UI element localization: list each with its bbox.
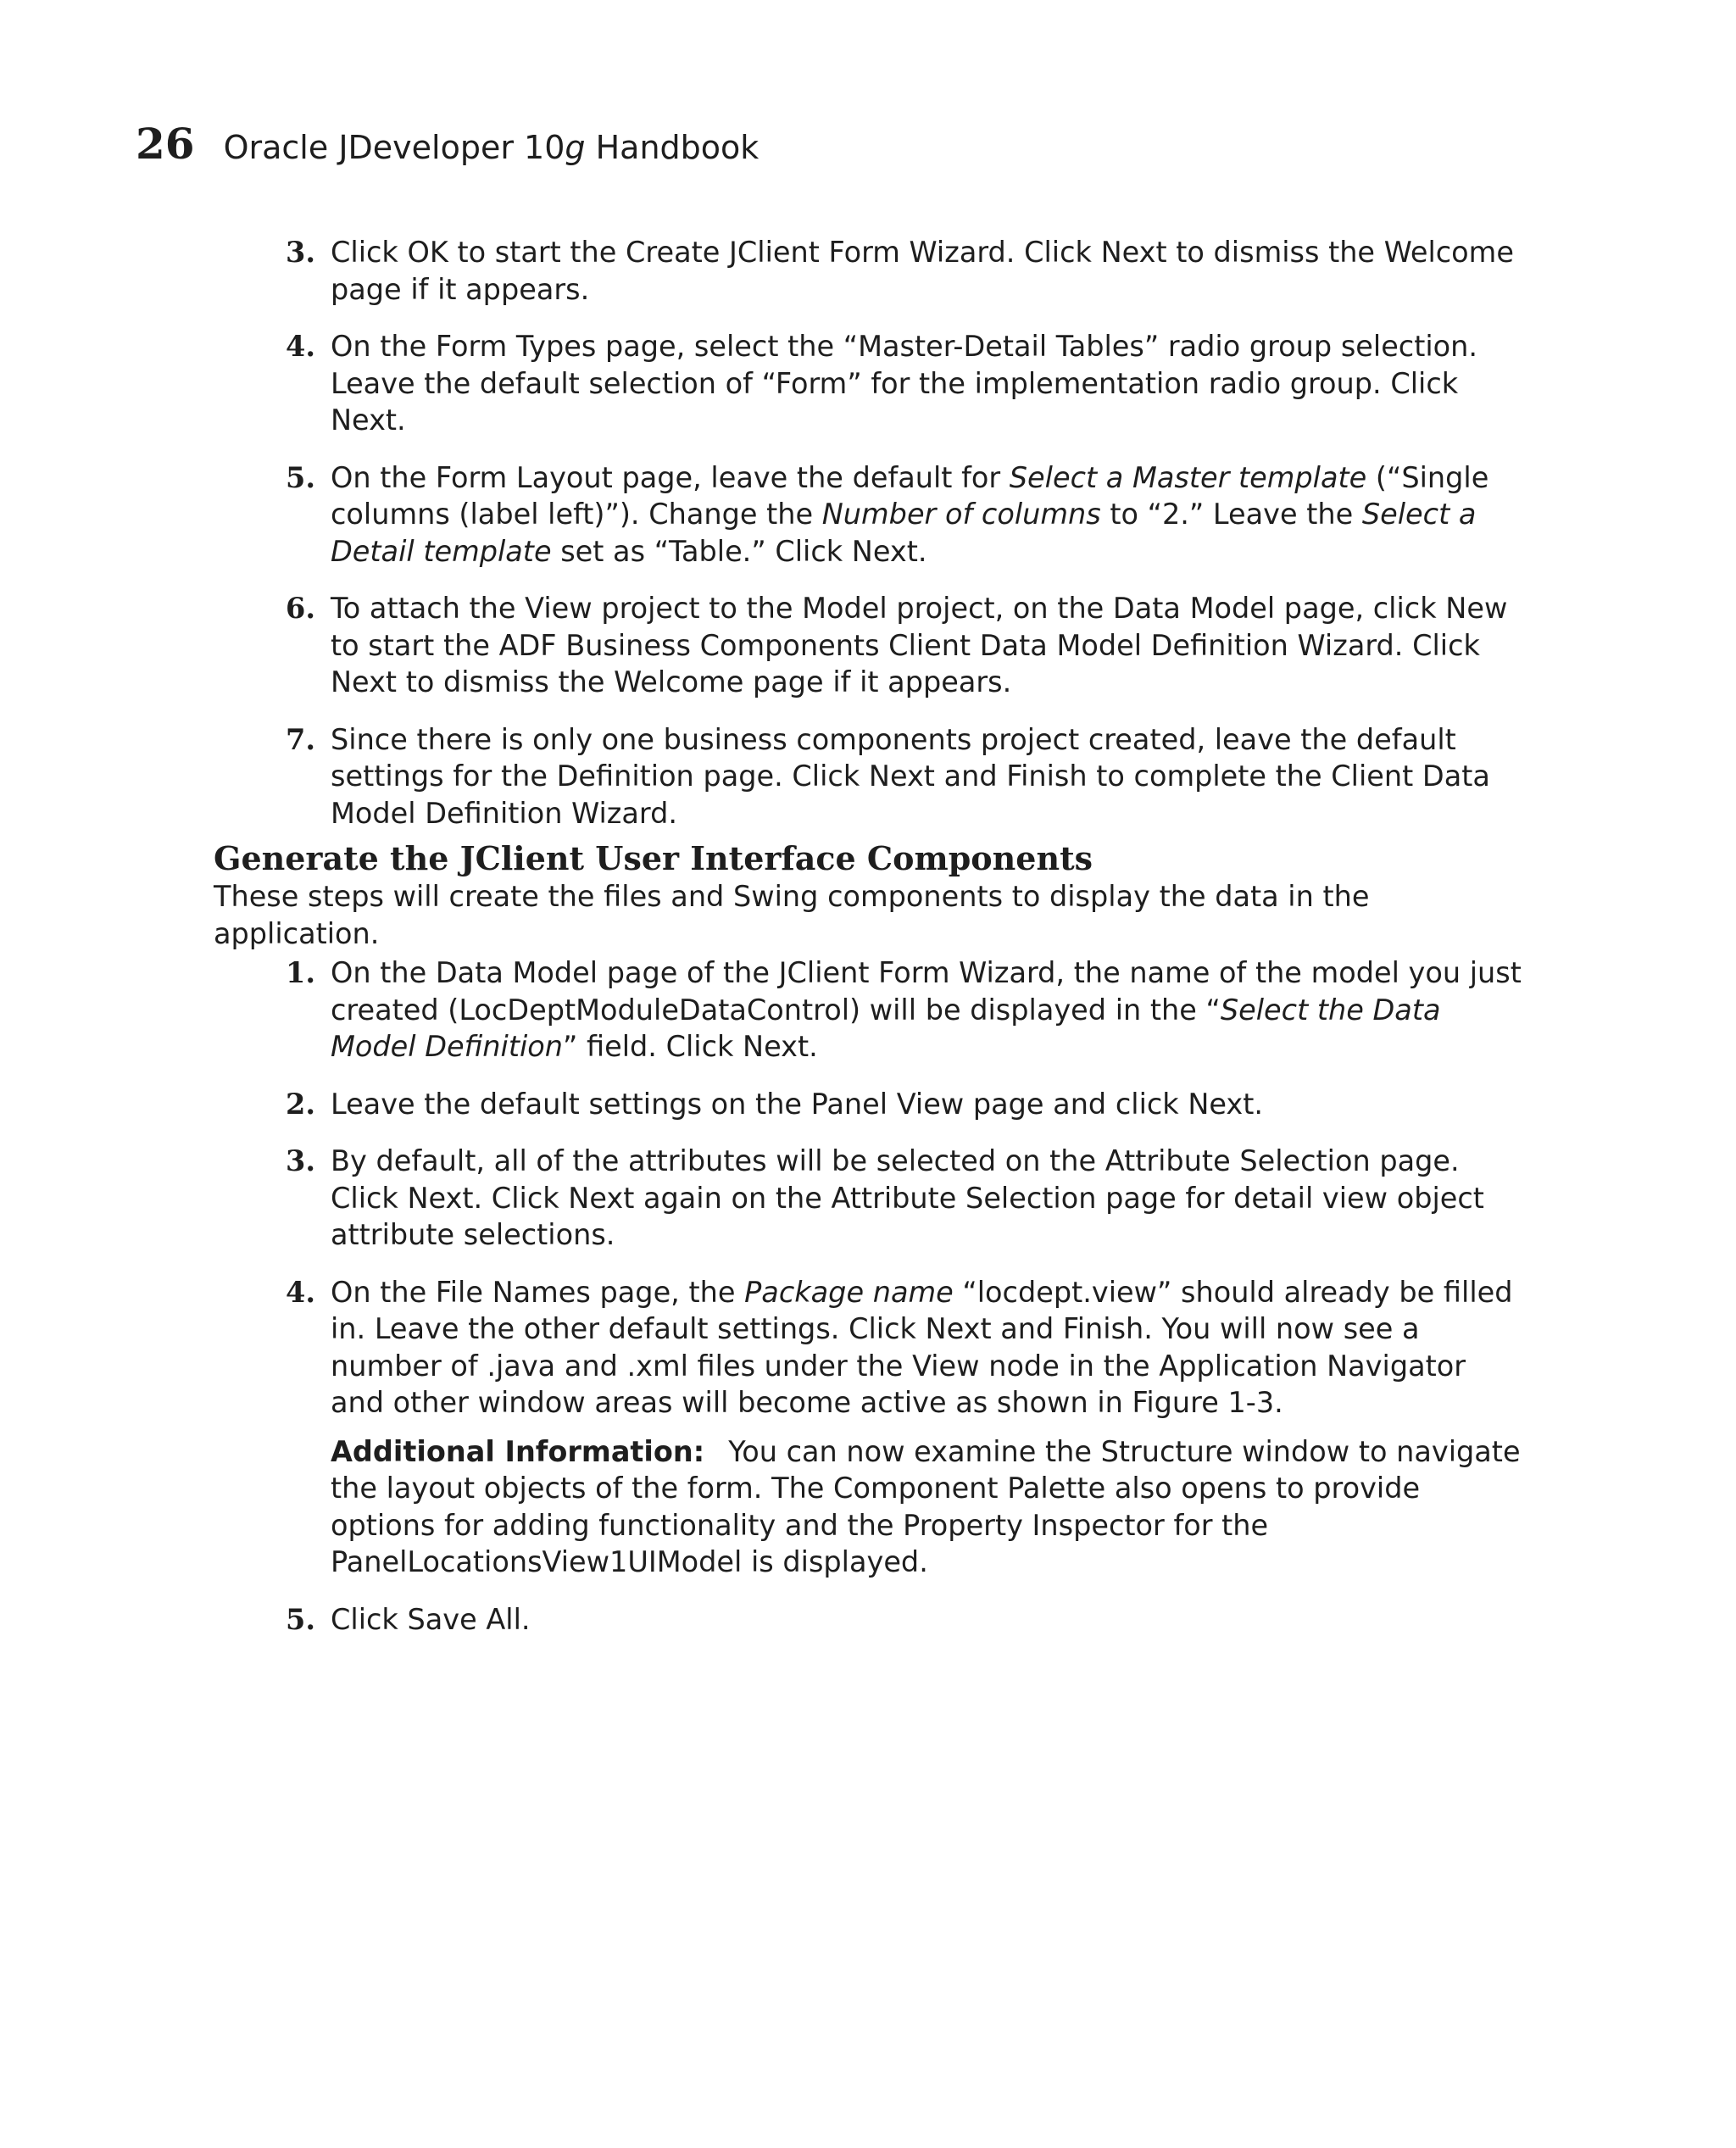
step-text: Click Save All.: [331, 1602, 531, 1636]
step-number: 4.: [286, 1275, 315, 1309]
step-text: Click OK to start the Create JClient Form Wizard. Click Next to dismiss the Welcome page if it appears.: [331, 236, 1514, 306]
step-item: [0, 1274, 1736, 1581]
step-italic-term: Select the Data Model Definition: [331, 993, 1441, 1063]
step-item: [0, 328, 1736, 439]
step-item: [0, 459, 1736, 570]
step-item: [0, 1601, 1736, 1639]
book-title: [224, 129, 760, 166]
step-item: [0, 1086, 1736, 1123]
step-text: ” field. Click Next.: [563, 1030, 818, 1063]
book-title-italic: g: [565, 129, 586, 166]
note-label: Additional Information:: [331, 1434, 705, 1468]
step-text: On the Form Types page, select the “Master-Detail Tables” radio group selection. Leave the default selection of “Form” for the implementation radio group. Click Next.: [331, 330, 1478, 437]
step-italic-term: Number of columns: [821, 498, 1101, 531]
step-text: On the Data Model page of the JClient Form Wizard, the name of the model you just created (LocDeptModuleDataControl) will be displayed in the “: [331, 956, 1522, 1027]
step-number: 2.: [286, 1087, 315, 1121]
step-number: 5.: [286, 1602, 315, 1636]
step-text: On the File Names page, the: [331, 1275, 745, 1309]
step-list-generate: [0, 954, 1736, 1658]
step-item: [0, 234, 1736, 308]
step-list-continued: [0, 234, 1736, 852]
section-intro: These steps will create the files and Swing components to display the data in the application.: [214, 880, 1370, 950]
step-number: 3.: [286, 236, 315, 269]
book-title-part: Handbook: [585, 129, 760, 166]
book-title-part: Oracle JDeveloper 10: [223, 129, 565, 166]
section-heading: Generate the JClient User Interface Components: [214, 839, 1093, 877]
additional-information-note: [331, 1433, 1524, 1581]
step-italic-term: Select a Master template: [1009, 460, 1367, 494]
step-number: 7.: [286, 722, 315, 756]
step-text: To attach the View project to the Model project, on the Data Model page, click New to start the ADF Business Components Client Data Model Definition Wizard. Click Next to dismiss the Welcome page if it appears.: [331, 592, 1508, 698]
step-number: 5.: [286, 460, 315, 494]
running-header: [136, 119, 759, 169]
step-text: (“Single columns (label left)”). Change the: [331, 460, 1489, 531]
step-item: [0, 590, 1736, 701]
step-text: Since there is only one business components project created, leave the default settings for the Definition page. Click Next and Finish to complete the Client Data Model Definition Wizard.: [331, 722, 1490, 830]
step-number: 3.: [286, 1144, 315, 1177]
step-item: [0, 1143, 1736, 1254]
step-italic-term: Select a Detail template: [331, 498, 1477, 568]
step-text: “locdept.view” should already be filled in. Leave the other default settings. Click Next and Finish. You will now see a number of .java and .xml files under the View node in the Application Navigator and other window areas will become active as shown in Figure 1-3.: [331, 1275, 1513, 1419]
step-text: On the Form Layout page, leave the default for: [331, 460, 1010, 494]
step-item: [0, 721, 1736, 832]
step-number: 6.: [286, 592, 315, 625]
step-text: Leave the default settings on the Panel View page and click Next.: [331, 1087, 1264, 1121]
step-number: 4.: [286, 330, 315, 363]
step-text: to “2.” Leave the: [1100, 498, 1362, 531]
step-item: [0, 954, 1736, 1066]
step-italic-term: Package name: [744, 1275, 954, 1309]
step-number: 1.: [286, 956, 315, 989]
page-number: 26: [136, 119, 195, 169]
step-text: set as “Table.” Click Next.: [551, 534, 927, 568]
step-text: By default, all of the attributes will be selected on the Attribute Selection page. Click Next. Click Next again on the Attribute Selection page for detail view object attribute selections.: [331, 1144, 1484, 1251]
note-text: You can now examine the Structure window to navigate the layout objects of the form. The Component Palette also opens to provide options for adding functionality and the Property Inspector for the PanelLocationsView1UIModel is displayed.: [331, 1434, 1521, 1578]
